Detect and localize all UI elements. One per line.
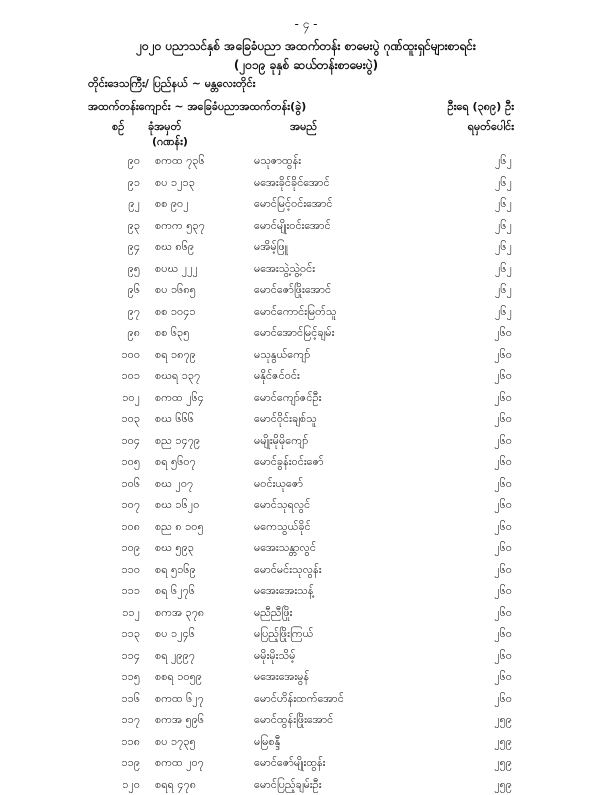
student-name: မောင်ခွန်းဝင်းဇော် <box>254 455 324 471</box>
row-number: ၉၂ <box>104 197 140 213</box>
roll-number: စည ၁၄၇၉ <box>155 434 200 450</box>
student-name: မသုနွယ်ကျော် <box>254 348 310 364</box>
student-name: မောင်ကျော်ဇင်ဦး <box>254 391 321 407</box>
row-number: ၉၇ <box>104 305 140 321</box>
student-name: မမြစန္ဒီ <box>254 735 280 751</box>
total-score: ၂၆၀ <box>474 584 512 600</box>
student-name: မအေးအေးမွန် <box>254 670 309 686</box>
student-name: မအိမ့်ဖြူ <box>254 240 288 256</box>
row-number: ၁၂၀ <box>104 778 140 794</box>
student-name: မညီညီဖြိုး <box>254 606 292 622</box>
roll-number: စဃ ၈၆၉ <box>155 240 194 256</box>
table-row <box>0 193 612 215</box>
total-score: ၂၆၀ <box>474 520 512 536</box>
student-name: မနိုင်ဇင်ဝင်း <box>254 369 300 385</box>
total-score: ၂၆၀ <box>474 412 512 428</box>
student-name: မအေးအေးသန့် <box>254 584 313 600</box>
table-row <box>0 537 612 559</box>
total-score: ၂၆၀ <box>474 692 512 708</box>
table-row <box>0 408 612 430</box>
region-label: တိုင်းဒေသကြီး/ ပြည်နယ် ~ မန္တလေးတိုင်း <box>88 77 255 93</box>
column-header-roll: ခုံအမှတ် <box>148 120 181 136</box>
table-row <box>0 645 612 667</box>
total-score: ၂၆၀ <box>474 627 512 643</box>
total-score: ၂၆၀ <box>474 326 512 342</box>
total-score: ၂၆၂ <box>474 305 512 321</box>
row-number: ၁၀၂ <box>104 391 140 407</box>
row-number: ၁၁၀ <box>104 563 140 579</box>
table-row <box>0 580 612 602</box>
row-number: ၉၆ <box>104 283 140 299</box>
total-score: ၂၆၂ <box>474 176 512 192</box>
row-number: ၉၁ <box>104 176 140 192</box>
roll-number: စကအ ၃၇၈ <box>155 606 204 622</box>
candidate-count: ဦးရေ (၃၈၉) ဦး <box>448 100 514 116</box>
column-header-name: အမည် <box>290 120 317 136</box>
table-row <box>0 279 612 301</box>
total-score: ၂၆၂ <box>474 197 512 213</box>
row-number: ၁၁၄ <box>104 649 140 665</box>
roll-number: စစ ၁၀၄၁ <box>155 305 196 321</box>
table-row <box>0 516 612 538</box>
student-name: မမျိုးမိုမိုကျော် <box>254 434 308 450</box>
page-number: - ၄ - <box>0 16 612 34</box>
total-score: ၂၆၀ <box>474 670 512 686</box>
table-row <box>0 602 612 624</box>
table-row <box>0 365 612 387</box>
student-name: မမိုးမိုးသိမ့် <box>254 649 295 665</box>
student-name: မောင်ဝိုင်းချစ်သူ <box>254 412 317 428</box>
table-row <box>0 709 612 731</box>
student-name: မောင်မျိုးဝင်းအောင် <box>254 219 331 235</box>
table-row <box>0 752 612 774</box>
roll-number: စပ ၁၂၄၆ <box>155 627 195 643</box>
total-score: ၂၆၂ <box>474 283 512 299</box>
row-number: ၁၁၂ <box>104 606 140 622</box>
total-score: ၂၆၂ <box>474 219 512 235</box>
roll-number: စစ ၉၀၂ <box>155 197 189 213</box>
column-header-score: ရမှတ်ပေါင်း <box>468 120 514 136</box>
table-row <box>0 688 612 710</box>
table-row <box>0 322 612 344</box>
total-score: ၂၆၀ <box>474 391 512 407</box>
student-name: မောင်မြင့်ဝင်းအောင် <box>254 197 332 213</box>
total-score: ၂၆၀ <box>474 455 512 471</box>
roll-number: စရ ၅၆၀၇ <box>155 455 196 471</box>
row-number: ၁၀၉ <box>104 541 140 557</box>
student-name: မောင်ဇော်မျိုးထွန်း <box>254 756 325 772</box>
table-row <box>0 258 612 280</box>
roll-number: စပ ၁၇၃၅ <box>155 735 196 751</box>
student-name: မောင်ဇော်ဖြိုးအောင် <box>254 283 331 299</box>
total-score: ၂၆၂ <box>474 154 512 170</box>
row-number: ၁၀၃ <box>104 412 140 428</box>
table-row <box>0 494 612 516</box>
roll-number: စရ ၅၁၆၉ <box>155 563 196 579</box>
document-subtitle: (၂၀၁၉ ခုနှစ် ဆယ်တန်းစာမေးပွဲ) <box>0 57 612 75</box>
table-row <box>0 344 612 366</box>
total-score: ၂၆၀ <box>474 348 512 364</box>
table-row <box>0 150 612 172</box>
table-row <box>0 236 612 258</box>
roll-number: စရ ၂၉၉၇ <box>155 649 195 665</box>
roll-number: စဃ ၅၉၃ <box>155 541 194 557</box>
roll-number: စစရ ၁၀၅၉ <box>155 670 202 686</box>
student-name: မကေသွယ်ခိုင် <box>254 520 311 536</box>
student-name: မောင်ထွန်းဖြိုးအောင် <box>254 713 333 729</box>
table-row <box>0 387 612 409</box>
results-table <box>0 150 612 795</box>
roll-number: စပ ၁၆၈၅ <box>155 283 196 299</box>
row-number: ၁၁၃ <box>104 627 140 643</box>
roll-number: စပ ၁၂၁၃ <box>155 176 195 192</box>
row-number: ၁၀၅ <box>104 455 140 471</box>
roll-number: စကက ၅၃၇ <box>155 219 205 235</box>
row-number: ၁၁၈ <box>104 735 140 751</box>
table-row <box>0 451 612 473</box>
total-score: ၂၆၀ <box>474 477 512 493</box>
student-name: မောင်အောင်မြင့်ချမ်း <box>254 326 334 342</box>
row-number: ၁၁၅ <box>104 670 140 686</box>
document-title: ၂၀၂၀ ပညာသင်နှစ် အခြေခံပညာ အထက်တန်း စာမေးပွဲ ဂုဏ်ထူးရှင်များစာရင်း <box>0 38 612 56</box>
student-name: မပြည့်ဖြိုးကြယ် <box>254 627 313 643</box>
column-header-no: စဉ် <box>112 120 124 136</box>
row-number: ၁၀၈ <box>104 520 140 536</box>
row-number: ၁၀၇ <box>104 498 140 514</box>
roll-number: စရ ၁၈၇၉ <box>155 348 196 364</box>
total-score: ၂၅၉ <box>474 713 512 729</box>
row-number: ၁၀၀ <box>104 348 140 364</box>
roll-number: စရ ၆၂၇၆ <box>155 584 195 600</box>
total-score: ၂၆၀ <box>474 606 512 622</box>
roll-number: စကထ ၂၆၄ <box>155 391 204 407</box>
student-name: မဝင်းယုဇော် <box>254 477 303 493</box>
roll-number: စည ၈ ၁၀၅ <box>155 520 204 536</box>
roll-number: စဃရ ၁၃၇ <box>155 369 200 385</box>
row-number: ၁၀၁ <box>104 369 140 385</box>
row-number: ၁၁၁ <box>104 584 140 600</box>
row-number: ၉၃ <box>104 219 140 235</box>
table-row <box>0 301 612 323</box>
table-row <box>0 172 612 194</box>
roll-number: စဃ ၁၆၂၀ <box>155 498 199 514</box>
student-name: မသုဇာထွန်း <box>254 154 301 170</box>
column-header-roll-line2: (ဂဏန်း) <box>152 135 188 151</box>
row-number: ၉၄ <box>104 240 140 256</box>
total-score: ၂၆၂ <box>474 240 512 256</box>
student-name: မအေးသွဲ့သွဲ့ဝင်း <box>254 262 315 278</box>
table-row <box>0 215 612 237</box>
row-number: ၁၁၆ <box>104 692 140 708</box>
total-score: ၂၆၀ <box>474 498 512 514</box>
total-score: ၂၅၉ <box>474 778 512 794</box>
roll-number: စဃ ၂၀၇ <box>155 477 193 493</box>
student-name: မောင်သုရလွင် <box>254 498 310 514</box>
roll-number: စပဃ ၂၂၂ <box>155 262 198 278</box>
student-name: မောင်မင်းသုလွန်း <box>254 563 322 579</box>
total-score: ၂၆၀ <box>474 541 512 557</box>
row-number: ၁၁၉ <box>104 756 140 772</box>
student-name: မအေးသန္တာလွင် <box>254 541 316 557</box>
table-row <box>0 473 612 495</box>
total-score: ၂၆၂ <box>474 262 512 278</box>
table-row <box>0 559 612 581</box>
student-name: မောင်ဟိန်းထက်အောင် <box>254 692 344 708</box>
total-score: ၂၆၀ <box>474 369 512 385</box>
roll-number: စကထ ၆၂၇ <box>155 692 204 708</box>
roll-number: စကအ ၅၉၆ <box>155 713 204 729</box>
total-score: ၂၆၀ <box>474 563 512 579</box>
student-name: မောင်ကောင်းမြတ်သူ <box>254 305 337 321</box>
student-name: မအေးခိုင်ခိုင်အောင် <box>254 176 330 192</box>
row-number: ၁၁၇ <box>104 713 140 729</box>
row-number: ၉၀ <box>104 154 140 170</box>
row-number: ၉၈ <box>104 326 140 342</box>
row-number: ၁၀၄ <box>104 434 140 450</box>
school-label: အထက်တန်းကျောင်း ~ အခြေခံပညာအထက်တန်း(ခွဲ) <box>88 100 306 116</box>
roll-number: စရရ ၄၇၈ <box>155 778 196 794</box>
total-score: ၂၆၀ <box>474 649 512 665</box>
table-row <box>0 731 612 753</box>
row-number: ၁၀၆ <box>104 477 140 493</box>
row-number: ၉၅ <box>104 262 140 278</box>
roll-number: စဃ ၆၆၆ <box>155 412 194 428</box>
total-score: ၂၅၉ <box>474 756 512 772</box>
table-row <box>0 666 612 688</box>
table-row <box>0 430 612 452</box>
student-name: မောင်ပြည့်ချမ်းဦး <box>254 778 322 794</box>
table-row <box>0 623 612 645</box>
roll-number: စကထ ၂၀၇ <box>155 756 204 772</box>
total-score: ၂၆၀ <box>474 434 512 450</box>
roll-number: စစ ၆၃၅ <box>155 326 189 342</box>
roll-number: စကထ ၇၃၆ <box>155 154 205 170</box>
total-score: ၂၅၉ <box>474 735 512 751</box>
